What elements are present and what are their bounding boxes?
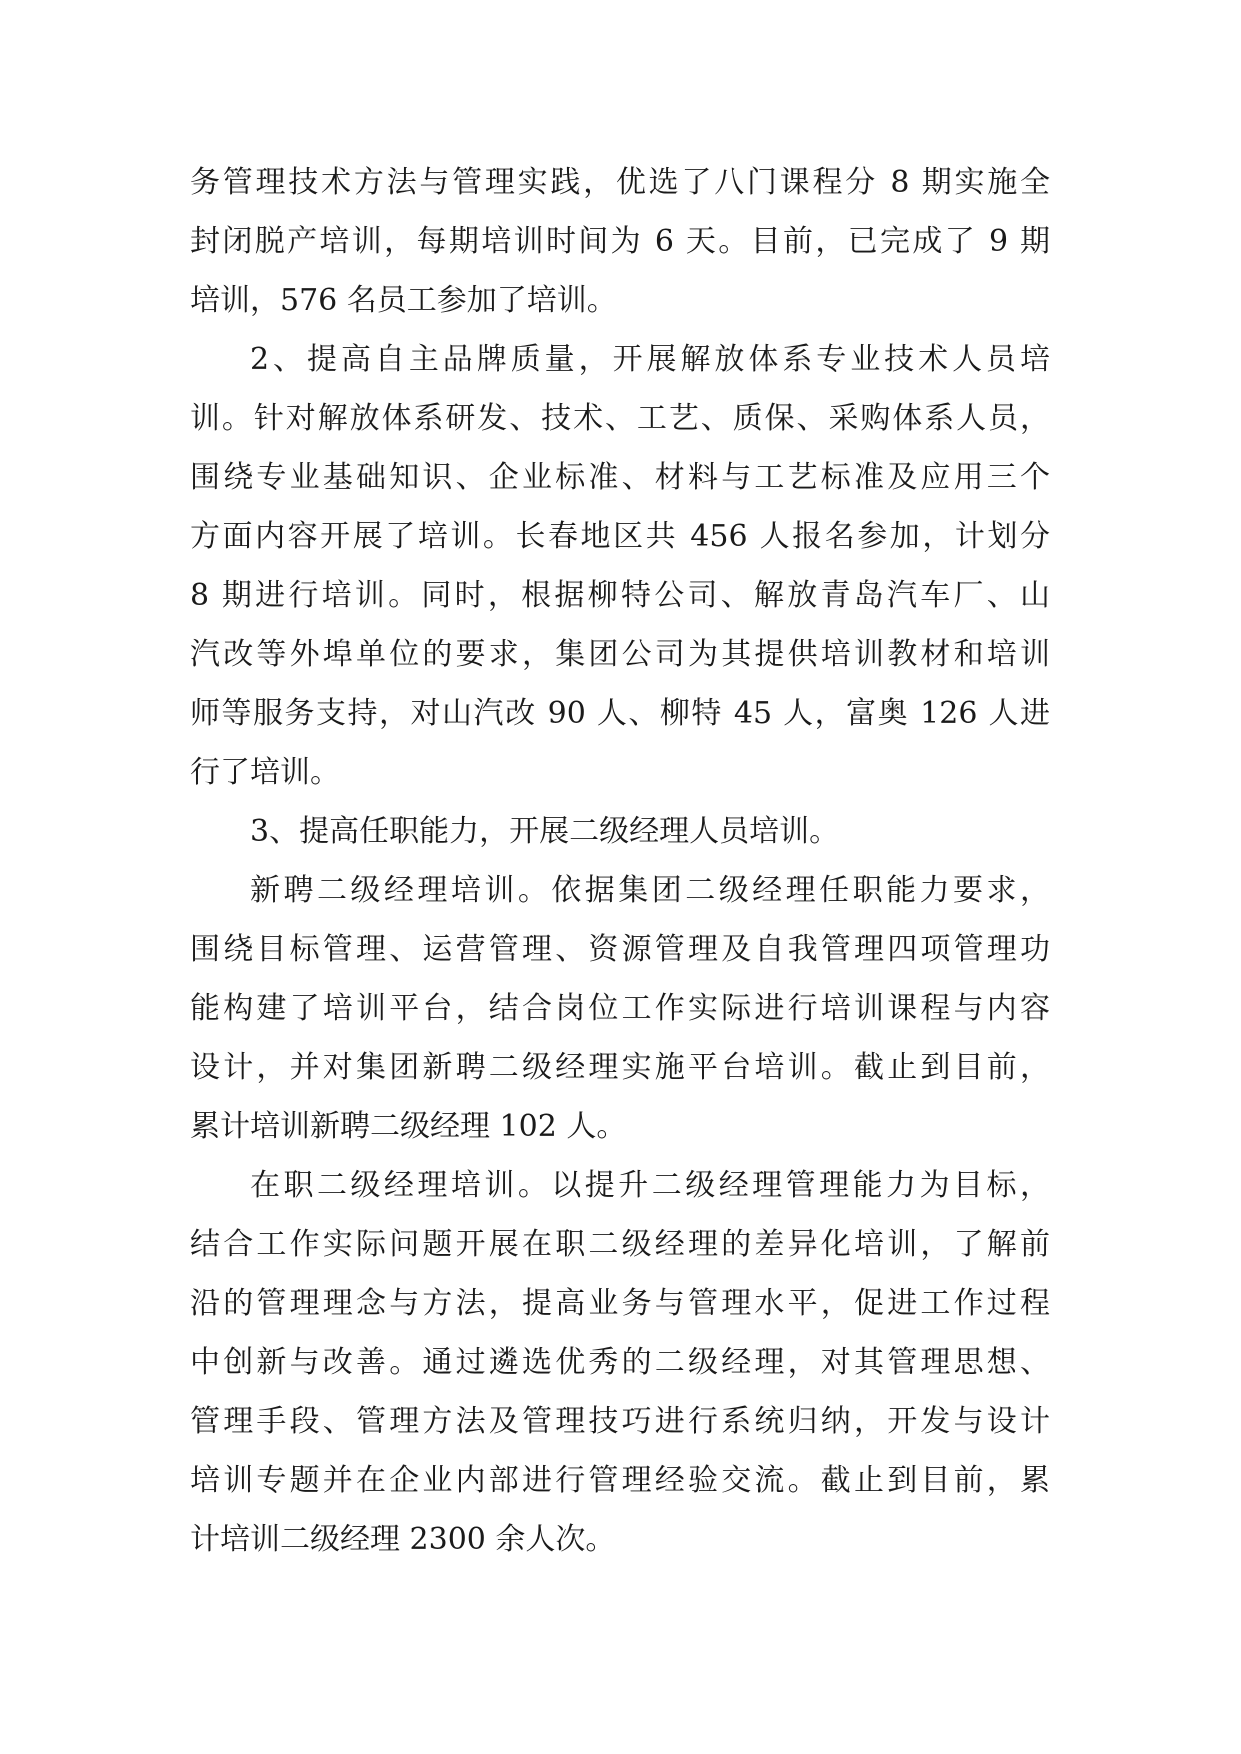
text-line: 汽改等外埠单位的要求，集团公司为其提供培训教材和培训	[190, 637, 1050, 672]
text-line: 2、提高自主品牌质量，开展解放体系专业技术人员培	[250, 342, 1050, 377]
text-line: 累计培训新聘二级经理 102 人。	[190, 1109, 627, 1144]
text-line: 能构建了培训平台，结合岗位工作实际进行培训课程与内容	[190, 991, 1050, 1026]
text-line: 3、提高任职能力，开展二级经理人员培训。	[250, 814, 840, 849]
text-line: 在职二级经理培训。以提升二级经理管理能力为目标，	[250, 1168, 1050, 1203]
text-line: 中创新与改善。通过遴选优秀的二级经理，对其管理思想、	[190, 1345, 1050, 1380]
text-line: 8 期进行培训。同时，根据柳特公司、解放青岛汽车厂、山	[190, 578, 1050, 613]
text-line: 管理手段、管理方法及管理技巧进行系统归纳，开发与设计	[190, 1404, 1050, 1439]
text-line: 务管理技术方法与管理实践，优选了八门课程分 8 期实施全	[190, 165, 1050, 200]
text-line: 师等服务支持，对山汽改 90 人、柳特 45 人，富奥 126 人进	[190, 696, 1050, 731]
text-line: 设计，并对集团新聘二级经理实施平台培训。截止到目前，	[190, 1050, 1050, 1085]
text-line: 沿的管理理念与方法，提高业务与管理水平，促进工作过程	[190, 1286, 1050, 1321]
text-line: 新聘二级经理培训。依据集团二级经理任职能力要求，	[250, 873, 1050, 908]
text-line: 围绕目标管理、运营管理、资源管理及自我管理四项管理功	[190, 932, 1050, 967]
text-line: 培训专题并在企业内部进行管理经验交流。截止到目前，累	[190, 1463, 1050, 1498]
text-line: 方面内容开展了培训。长春地区共 456 人报名参加，计划分	[190, 519, 1050, 554]
text-line: 训。针对解放体系研发、技术、工艺、质保、采购体系人员，	[190, 401, 1050, 436]
text-line: 封闭脱产培训，每期培训时间为 6 天。目前，已完成了 9 期	[190, 224, 1050, 259]
body-text	[190, 153, 1050, 1569]
text-line: 计培训二级经理 2300 余人次。	[190, 1522, 616, 1557]
text-line: 培训，576 名员工参加了培训。	[190, 283, 617, 318]
text-line: 围绕专业基础知识、企业标准、材料与工艺标准及应用三个	[190, 460, 1050, 495]
text-line: 结合工作实际问题开展在职二级经理的差异化培训，了解前	[190, 1227, 1050, 1262]
text-line: 行了培训。	[190, 755, 340, 790]
